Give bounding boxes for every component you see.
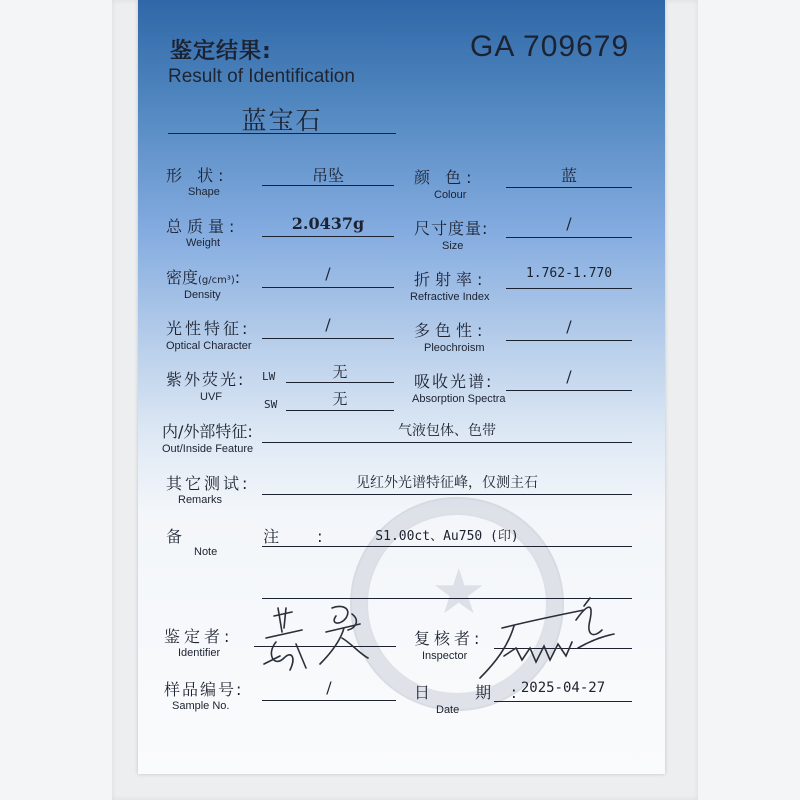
feature-value: 气液包体、色带 xyxy=(398,423,496,439)
date-label-en: Date xyxy=(436,704,460,716)
absorption-underline xyxy=(506,390,632,391)
note-label-en: Note xyxy=(194,546,218,558)
note-label: 备 注: xyxy=(166,527,361,546)
colour-underline xyxy=(506,187,632,188)
date-label: 日 期: xyxy=(414,683,537,702)
weight-underline xyxy=(262,236,394,237)
colour-label-en: Colour xyxy=(434,189,467,201)
weight-label: 总质量: xyxy=(166,217,240,236)
inspector-label: 复核者: xyxy=(414,629,484,648)
identifier-label-en: Identifier xyxy=(178,647,221,659)
size-label-en: Size xyxy=(442,240,464,252)
result-value: 蓝宝石 xyxy=(241,106,323,135)
ri-underline xyxy=(506,288,632,289)
absorption-label: 吸收光谱: xyxy=(414,372,494,391)
ri-label: 折射率: xyxy=(414,270,488,289)
weight-label-en: Weight xyxy=(186,237,221,249)
uvf-label-en: UVF xyxy=(200,391,222,403)
feature-label: 内/外部特征: xyxy=(162,422,253,441)
inspector-label-en: Inspector xyxy=(422,650,468,662)
inspector-signature xyxy=(474,590,624,690)
note-underline xyxy=(262,546,632,547)
identifier-label: 鉴定者: xyxy=(164,627,234,646)
optical-label-en: Optical Character xyxy=(166,340,252,352)
density-value: / xyxy=(325,264,331,283)
sample-no-label-en: Sample No. xyxy=(172,700,230,712)
colour-label: 颜 色: xyxy=(414,168,477,187)
identifier-signature xyxy=(256,598,386,678)
date-underline xyxy=(494,701,632,702)
pleochroism-value: / xyxy=(566,317,572,336)
sample-no-label: 样品编号: xyxy=(164,680,244,699)
pleochroism-label: 多色性: xyxy=(414,321,488,340)
shape-underline xyxy=(262,185,394,186)
date-value: 2025-04-27 xyxy=(520,680,606,696)
ri-value: 1.762-1.770 xyxy=(525,266,613,281)
title-en: Result of Identification xyxy=(168,66,355,87)
uvf-lw-label: LW xyxy=(262,370,276,383)
uvf-sw-underline xyxy=(286,410,394,411)
pleochroism-label-en: Pleochroism xyxy=(424,342,485,354)
seal-star-icon: ★ xyxy=(431,555,487,628)
shape-value: 吊坠 xyxy=(311,166,344,185)
density-label xyxy=(166,265,240,288)
title-cn: 鉴定结果: xyxy=(170,39,272,64)
sample-no-underline xyxy=(262,700,396,701)
uvf-sw-label: SW xyxy=(264,398,278,411)
density-unit: (g/cm³) xyxy=(198,275,235,286)
colour-value: 蓝 xyxy=(560,166,577,185)
weight-value: 2.0437g xyxy=(291,214,365,233)
density-label-cn: 密度 xyxy=(166,268,199,287)
result-underline xyxy=(168,133,396,134)
ri-label-en: Refractive Index xyxy=(410,291,490,303)
pleochroism-underline xyxy=(506,340,632,341)
shape-label: 形 状: xyxy=(166,166,229,185)
density-colon: : xyxy=(234,268,241,287)
size-label: 尺寸度量: xyxy=(414,219,489,238)
density-underline xyxy=(262,287,394,288)
uvf-lw-value: 无 xyxy=(332,363,348,381)
uvf-lw-underline xyxy=(286,382,394,383)
remarks-label: 其它测试: xyxy=(166,474,251,493)
remarks-underline xyxy=(262,494,632,495)
optical-value: / xyxy=(325,315,331,334)
certificate-number: GA 709679 xyxy=(470,30,630,63)
size-value: / xyxy=(566,214,572,233)
remarks-value: 见红外光谱特征峰，仅测主石 xyxy=(356,475,538,491)
absorption-value: / xyxy=(566,367,572,386)
size-underline xyxy=(506,237,632,238)
uvf-label: 紫外荧光: xyxy=(166,370,246,389)
identification-certificate xyxy=(138,0,665,774)
shape-label-en: Shape xyxy=(188,186,220,198)
remarks-label-en: Remarks xyxy=(178,494,223,506)
note-value: S1.00ct、Au750 (印) xyxy=(375,529,519,544)
uvf-sw-value: 无 xyxy=(332,390,348,408)
feature-underline xyxy=(262,442,632,443)
optical-label: 光性特征: xyxy=(166,319,251,338)
optical-underline xyxy=(262,338,394,339)
sample-no-value: / xyxy=(326,678,332,697)
absorption-label-en: Absorption Spectra xyxy=(412,393,506,405)
density-label-en: Density xyxy=(184,289,221,301)
feature-label-en: Out/Inside Feature xyxy=(162,443,254,455)
